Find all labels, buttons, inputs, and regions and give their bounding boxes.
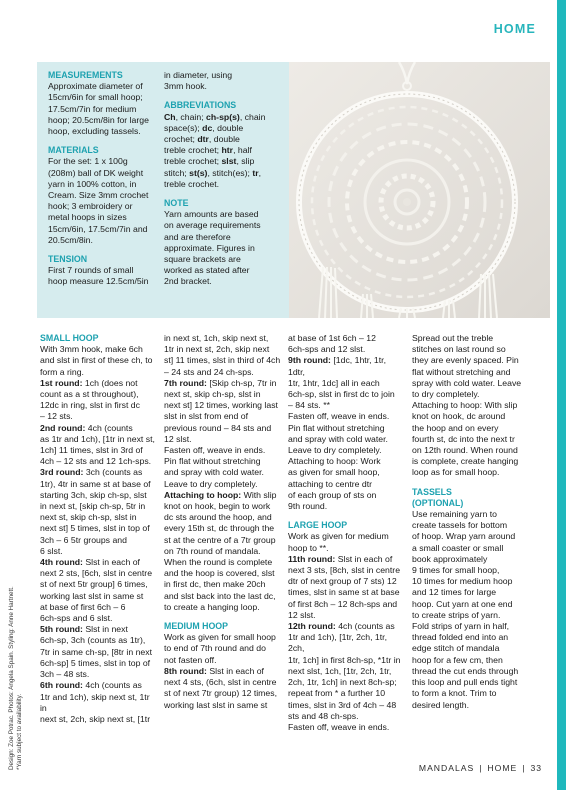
- section-subheading: (OPTIONAL): [412, 497, 464, 508]
- text-line: dtr of next group of 7 sts) 12: [288, 576, 397, 587]
- text-line: sts and 48 ch-sps.: [288, 710, 359, 721]
- text-line: 1tr), 4tr in same st at base of: [40, 478, 151, 489]
- text-line: 3ch – 6 5tr groups and: [40, 534, 127, 545]
- text-line: a small coaster or small: [412, 542, 504, 553]
- pattern-column-3: [288, 333, 405, 733]
- text-line: – 84 sts. **: [288, 400, 331, 411]
- text-line: stitch; st(s), stitch(es); tr,: [164, 167, 262, 178]
- text-line: attaching to centre dtr: [288, 478, 373, 489]
- text-line: as given for small hoop,: [288, 467, 380, 478]
- text-line: 6ch-sp] 5 times, slst in top of: [40, 657, 151, 668]
- text-line: not fasten off.: [164, 654, 217, 665]
- paragraph: [164, 632, 281, 666]
- credit-line: Design: Zoe Potrac. Photos: Angela Spain. Styling: Anne Hartnett.: [8, 586, 15, 770]
- text-line: For the set: 1 x 100g: [48, 156, 128, 167]
- text-line: flat without stretching and: [412, 366, 511, 377]
- section-heading: SMALL HOOP: [40, 333, 99, 343]
- text-line: st of next 7tr group) 12 times,: [164, 688, 277, 699]
- side-tab: [557, 0, 566, 790]
- text-line: yarn in 100% cotton, in: [48, 178, 137, 189]
- info-box: [37, 62, 289, 318]
- text-line: at base of first 6ch – 6: [40, 601, 126, 612]
- text-line: 12 slst.: [288, 609, 316, 620]
- text-line: Work as given for medium: [288, 531, 389, 542]
- paragraph: [412, 509, 529, 711]
- paragraph: [288, 554, 405, 621]
- section-heading: TASSELS: [412, 486, 452, 497]
- text-line: Leave to dry completely.: [288, 445, 382, 456]
- tension-text-continued: [164, 70, 282, 92]
- pattern-column-1: [40, 333, 157, 725]
- text-line: hoop; 20.5cm/8in for large: [48, 114, 149, 125]
- text-line: to end of 7th round and do: [164, 643, 266, 654]
- pattern-column-2: [164, 333, 281, 711]
- text-line: this loop and pull ends tight: [412, 677, 518, 688]
- text-line: Fasten off, weave in ends.: [288, 721, 390, 732]
- text-line: Fold strips of yarn in half,: [412, 621, 510, 632]
- paragraph: [40, 423, 157, 468]
- text-line: 4ch – 12 sts and 12 1ch-sps.: [40, 456, 152, 467]
- text-line: 2nd round: 4ch (counts: [40, 422, 133, 433]
- text-line: 1ch] 11 times, slst in 3rd of: [40, 445, 143, 456]
- text-line: 15cm/6in for small hoop;: [48, 92, 143, 103]
- paragraph: [40, 557, 157, 624]
- credit-line: *Yarn subject to availability.: [15, 693, 23, 770]
- page-footer: MANDALAS | HOME | 33: [418, 763, 542, 773]
- abbreviations-heading: ABBREVIATIONS: [164, 100, 237, 111]
- text-line: repeat from * a further 10: [288, 688, 386, 699]
- text-line: and spray with cold water.: [288, 433, 388, 444]
- tension-text: [48, 265, 168, 287]
- text-line: – 12 sts.: [40, 411, 73, 422]
- text-line: of hoop. Wrap yarn around: [412, 531, 516, 542]
- text-line: 1tr, 1ch] in first 8ch-sp, *1tr in: [288, 654, 401, 665]
- text-line: approximate. Figures in: [164, 242, 255, 253]
- text-line: Attaching to hoop: Work: [288, 456, 381, 467]
- text-line: on 7th round of mandala.: [164, 545, 261, 556]
- text-line: on average requirements: [164, 220, 261, 231]
- info-column-left: [48, 70, 168, 288]
- text-line: 6ch-sp, slst in first dc to join: [288, 389, 395, 400]
- text-line: 7tr in same ch-sp, [8tr in next: [40, 646, 153, 657]
- text-line: – 24 sts and 24 ch-sps.: [164, 366, 254, 377]
- text-line: 1tr, 1htr, 1dc] all in each: [288, 377, 380, 388]
- text-line: When the round is complete: [164, 557, 273, 568]
- text-line: times, slst in 3rd of 4ch – 48: [288, 699, 397, 710]
- section-heading: LARGE HOOP: [288, 520, 348, 531]
- section-heading: MEDIUM HOOP: [164, 621, 229, 632]
- text-line: next st, 2ch, skip next st, [1tr: [40, 713, 151, 724]
- text-line: in next st, [skip ch-sp, 5tr in: [40, 501, 146, 512]
- text-line: Fasten off, weave in ends.: [288, 411, 390, 422]
- text-line: next slst, 1ch, [1tr, 2ch, 1tr,: [288, 665, 392, 676]
- paragraph: [40, 624, 157, 680]
- text-line: 4th round: Slst in each of: [40, 557, 140, 568]
- text-line: in next st, 1ch, skip next st,: [164, 333, 269, 343]
- text-line: knot on hook, dc around: [412, 411, 506, 422]
- text-line: slst in slst from end of: [164, 411, 249, 422]
- text-line: 12 slst.: [164, 433, 192, 444]
- text-line: next st, skip ch-sp, slst in: [164, 389, 261, 400]
- text-line: Cream. Size 3mm crochet: [48, 190, 149, 201]
- paragraph: [40, 378, 157, 423]
- text-line: treble crochet; slst, slip: [164, 156, 255, 167]
- footer-magazine: MANDALAS: [418, 763, 475, 773]
- materials-heading: MATERIALS: [48, 145, 99, 156]
- text-line: previous round – 84 sts and: [164, 422, 272, 433]
- text-line: dc sts around the hoop, and: [164, 512, 272, 523]
- measurements-text: [48, 81, 168, 137]
- text-line: First 7 rounds of small: [48, 265, 134, 276]
- text-line: 12dc in ring, slst in first dc: [40, 400, 140, 411]
- text-line: 1tr in next st, 2ch, skip next: [164, 344, 270, 355]
- text-line: book approximately: [412, 553, 488, 564]
- text-line: hoop. Cut yarn at one end: [412, 598, 513, 609]
- text-line: to create strips of yarn.: [412, 609, 501, 620]
- text-line: of each group of sts on: [288, 489, 377, 500]
- text-line: the hoop and on every: [412, 422, 499, 433]
- text-line: form a ring.: [40, 366, 84, 377]
- text-line: to form a knot. Trim to: [412, 688, 497, 699]
- text-line: create tassels for bottom: [412, 520, 508, 531]
- text-line: 6 slst.: [40, 545, 63, 556]
- text-line: thread the cut ends through: [412, 665, 519, 676]
- text-line: treble crochet.: [164, 178, 220, 189]
- text-line: of first 8ch – 12 8ch-sps and: [288, 598, 398, 609]
- text-line: 7th round: [Skip ch-sp, 7tr in: [164, 377, 277, 388]
- text-line: 2nd bracket.: [164, 276, 212, 287]
- crochet-mandala-image: [289, 62, 550, 318]
- paragraph: [164, 666, 281, 711]
- measurements-heading: MEASUREMENTS: [48, 70, 123, 80]
- text-line: as 1tr and 1ch), [1tr in next st,: [40, 433, 155, 444]
- text-line: 6ch-sps and 12 slst.: [288, 344, 366, 355]
- text-line: With 3mm hook, make 6ch: [40, 344, 143, 355]
- text-line: 1tr and 1ch), [1tr, 2ch, 1tr, 2ch,: [288, 632, 387, 654]
- text-line: 9th round: [1dc, 1htr, 1tr, 1dtr,: [288, 355, 387, 377]
- text-line: Ch, chain; ch-sp(s), chain: [164, 111, 266, 122]
- text-line: Pin flat without stretching: [288, 422, 385, 433]
- text-line: fourth st, dc into the next tr: [412, 433, 515, 444]
- text-line: Leave to dry completely.: [164, 478, 258, 489]
- text-line: in diameter, using: [164, 70, 233, 80]
- text-line: and the hoop is covered, slst: [164, 568, 275, 579]
- paragraph: [288, 531, 405, 553]
- text-line: loop as for small hoop.: [412, 467, 500, 478]
- text-line: Approximate diameter of: [48, 81, 143, 92]
- text-line: knot on hook, begin to work: [164, 501, 271, 512]
- paragraph: [288, 333, 405, 355]
- footer-section: HOME: [487, 763, 518, 773]
- text-line: and 12 times for large: [412, 587, 497, 598]
- text-line: next st] 5 times, slst in top of: [40, 523, 150, 534]
- text-line: next 2 sts, [6ch, slst in centre: [40, 568, 153, 579]
- text-line: and slst back into the last dc,: [164, 590, 276, 601]
- text-line: 17.5cm/7in for medium: [48, 103, 137, 114]
- text-line: hoop measure 12.5cm/5in: [48, 276, 149, 287]
- text-line: and spray with cold water.: [164, 467, 264, 478]
- text-line: they are evenly spaced. Pin: [412, 355, 519, 366]
- text-line: metal hoops in sizes: [48, 212, 127, 223]
- paragraph: [412, 333, 529, 479]
- text-line: 1tr and 1ch), skip next st, 1tr in: [40, 691, 150, 713]
- text-line: st] 11 times, slst in third of 4ch: [164, 355, 281, 366]
- text-line: worked as stated after: [164, 265, 250, 276]
- text-line: stitches on last round so: [412, 344, 506, 355]
- text-line: 3ch – 48 sts.: [40, 669, 90, 680]
- text-line: count as a st throughout),: [40, 389, 139, 400]
- pattern-column-4: [412, 333, 529, 711]
- text-line: hook; 3 embroidery or: [48, 201, 133, 212]
- text-line: 6th round: 4ch (counts as: [40, 680, 142, 691]
- text-line: 3mm hook.: [164, 81, 207, 92]
- text-line: to dry completely.: [412, 389, 480, 400]
- text-line: and are therefore: [164, 231, 231, 242]
- text-line: st of next 5tr group] 6 times,: [40, 579, 148, 590]
- text-line: next 3 sts, [8ch, slst in centre: [288, 565, 401, 576]
- info-column-right: [164, 70, 282, 288]
- paragraph: [164, 333, 281, 378]
- text-line: (208m) ball of DK weight: [48, 167, 144, 178]
- text-line: hoop for a few cm, then: [412, 654, 503, 665]
- note-text: [164, 209, 282, 287]
- text-line: Attaching to hoop: With slip: [164, 489, 277, 500]
- text-line: 20.5cm/8in.: [48, 234, 93, 245]
- text-line: 6ch-sp, 3ch (counts as 1tr),: [40, 635, 146, 646]
- text-line: hoop to **.: [288, 542, 329, 553]
- paragraph: [288, 621, 405, 733]
- text-line: thread folded end into an: [412, 632, 509, 643]
- paragraph: [40, 680, 157, 725]
- paragraph: [164, 490, 281, 613]
- text-line: is complete, create hanging: [412, 456, 519, 467]
- text-line: Use remaining yarn to: [412, 509, 497, 520]
- materials-text: [48, 156, 168, 246]
- text-line: 10 times for medium hoop: [412, 576, 513, 587]
- paragraph: [288, 355, 405, 512]
- text-line: 3rd round: 3ch (counts as: [40, 467, 143, 478]
- text-line: spray with cold water. Leave: [412, 377, 522, 388]
- text-line: next st, skip ch-sp, slst in: [40, 512, 137, 523]
- text-line: next 4 sts, (6ch, slst in centre: [164, 677, 277, 688]
- dreamcatcher-photo: [289, 62, 550, 318]
- text-line: times, slst in same st at base: [288, 587, 400, 598]
- text-line: desired length.: [412, 699, 469, 710]
- tension-heading: TENSION: [48, 254, 88, 265]
- paragraph: [40, 467, 157, 557]
- photo-credit: [8, 540, 23, 770]
- text-line: Work as given for small hoop: [164, 632, 276, 643]
- text-line: hoop, excluding tassels.: [48, 126, 141, 137]
- text-line: Spread out the treble: [412, 333, 494, 343]
- text-line: Yarn amounts are based: [164, 209, 259, 220]
- text-line: square brackets are: [164, 254, 241, 265]
- text-line: edge stitch of mandala: [412, 643, 500, 654]
- text-line: working last slst in same st: [40, 590, 144, 601]
- text-line: every 15th st, dc through the: [164, 523, 275, 534]
- text-line: working last slst in same st: [164, 699, 268, 710]
- text-line: space(s); dc, double: [164, 122, 244, 133]
- text-line: in first dc, then make 20ch: [164, 579, 266, 590]
- text-line: Attaching to hoop: With slip: [412, 400, 518, 411]
- text-line: on 12th round. When round: [412, 445, 518, 456]
- note-heading: NOTE: [164, 198, 189, 209]
- text-line: starting 3ch, skip ch-sp, slst: [40, 489, 147, 500]
- text-line: 1st round: 1ch (does not: [40, 377, 138, 388]
- text-line: 12th round: 4ch (counts as: [288, 621, 395, 632]
- text-line: at base of 1st 6ch – 12: [288, 333, 376, 343]
- text-line: 6ch-sps and 6 slst.: [40, 613, 113, 624]
- text-line: 9th round.: [288, 501, 328, 512]
- text-line: next st] 12 times, working last: [164, 400, 278, 411]
- text-line: and slst in first of these ch, to: [40, 355, 153, 366]
- text-line: 11th round: Slst in each of: [288, 553, 393, 564]
- text-line: Pin flat without stretching: [164, 456, 261, 467]
- text-line: st at the centre of a 7tr group: [164, 534, 276, 545]
- text-line: 9 times for small hoop,: [412, 565, 500, 576]
- text-line: treble crochet; htr, half: [164, 145, 252, 156]
- text-line: 5th round: Slst in next: [40, 624, 128, 635]
- paragraph: [40, 344, 157, 378]
- text-line: Fasten off, weave in ends.: [164, 445, 266, 456]
- text-line: 2ch, 1tr, 1ch] in next 8ch-sp;: [288, 677, 397, 688]
- text-line: 8th round: Slst in each of: [164, 665, 264, 676]
- text-line: 15cm/6in, 17.5cm/7in and: [48, 223, 148, 234]
- text-line: to create a hanging loop.: [164, 601, 260, 612]
- paragraph: [164, 378, 281, 490]
- text-line: crochet; dtr, double: [164, 134, 240, 145]
- page-number: 33: [530, 763, 542, 773]
- section-header: HOME: [493, 22, 536, 36]
- abbreviations-text: [164, 112, 282, 190]
